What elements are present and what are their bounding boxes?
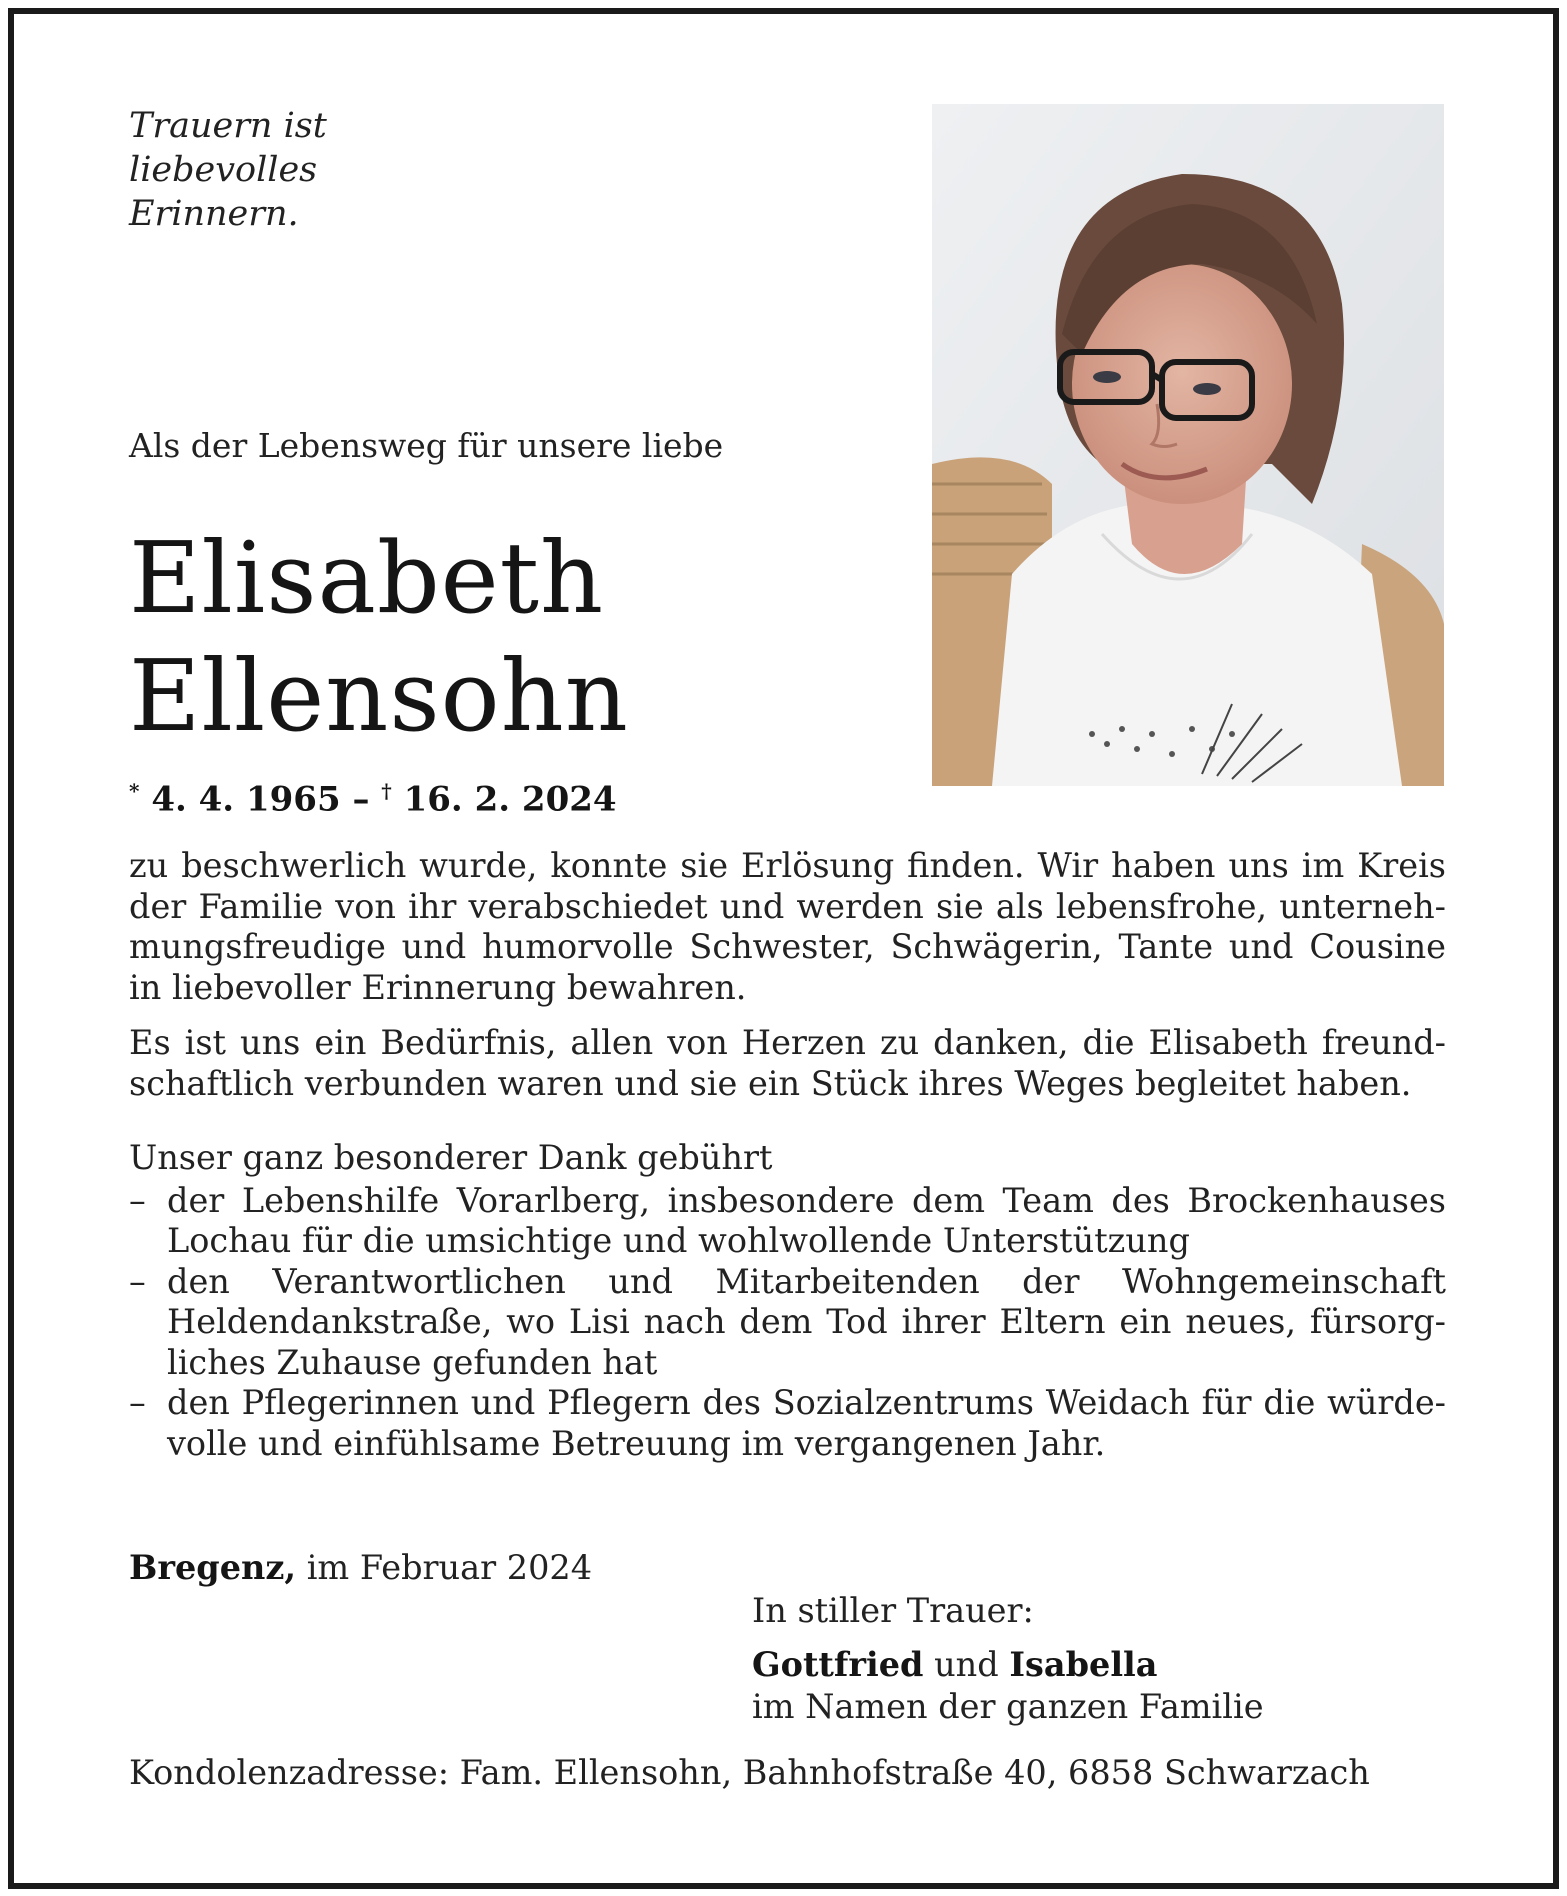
condolence-address: Kondolenzadresse: Fam. Ellensohn, Bahnhofstraße 40, 6858 Schwarzach [129, 1753, 1370, 1792]
date-separator: – [352, 779, 370, 820]
last-name: Ellensohn [129, 640, 629, 754]
place-and-date [129, 1547, 592, 1589]
intro-text: Als der Lebensweg für unsere liebe [129, 426, 724, 465]
birth-symbol: * [129, 779, 140, 803]
thanks-intro: Unser ganz besonderer Dank gebührt [129, 1138, 773, 1177]
birth-date: 4. 4. 1965 [151, 779, 341, 820]
signoff-name-2: Isabella [1009, 1645, 1158, 1684]
paragraph-gratitude: Es ist uns ein Bedürfnis, allen von Herzen zu danken, die Elisabeth freundschaftlich verbunden waren und sie ein Stück ihres Weges begleitet haben. [129, 1023, 1446, 1103]
first-name: Elisabeth [129, 522, 605, 636]
death-date: 16. 2. 2024 [403, 779, 617, 820]
thanks-item: – den Verantwortlichen und Mitarbeitenden der Wohngemeinschaft Heldendankstraße, wo Lisi nach dem Tod ihrer Eltern ein neues, fürsorgliches Zuhause gefunden hat [129, 1262, 1446, 1384]
paragraph-farewell: zu beschwerlich wurde, konnte sie Erlösung finden. Wir haben uns im Kreis der Familie von ihr verabschiedet und werden sie als lebensfrohe, unternehmungsfreudige und humorvolle Schwester, Schwägerin, Tante und Cousine in liebevoller Erinnerung bewahren. [129, 846, 1446, 1007]
signoff-conjunction: und [934, 1645, 999, 1684]
signoff-name-1: Gottfried [752, 1645, 924, 1684]
obituary-frame [8, 8, 1559, 1889]
death-symbol: † [381, 779, 392, 803]
portrait-illustration [932, 104, 1444, 786]
motto-line-2: liebevolles [129, 150, 318, 190]
signoff [752, 1590, 1264, 1728]
thanks-item: – den Pflegerinnen und Pflegern des Sozialzentrums Weidach für die würdevolle und einfühlsame Betreuung im vergangenen Jahr. [129, 1383, 1446, 1464]
motto-line-1: Trauern ist [129, 106, 327, 146]
obituary-page [14, 14, 1553, 1883]
signoff-family-line: im Namen der ganzen Familie [752, 1687, 1264, 1726]
motto [129, 104, 327, 236]
obituary-body [129, 846, 1446, 1464]
signoff-heading: In stiller Trauer: [752, 1591, 1034, 1630]
thanks-item: – der Lebenshilfe Vorarlberg, insbesondere dem Team des Brockenhauses Lochau für die umsichtige und wohlwollende Unterstützung [129, 1181, 1446, 1262]
thanks-list [129, 1181, 1446, 1465]
portrait-photo [932, 104, 1444, 786]
place-date: im Februar 2024 [306, 1548, 593, 1587]
life-dates [129, 769, 617, 821]
deceased-name [129, 520, 629, 756]
signoff-names [752, 1644, 1264, 1686]
place-city: Bregenz, [129, 1548, 297, 1587]
motto-line-3: Erinnern. [129, 194, 299, 234]
